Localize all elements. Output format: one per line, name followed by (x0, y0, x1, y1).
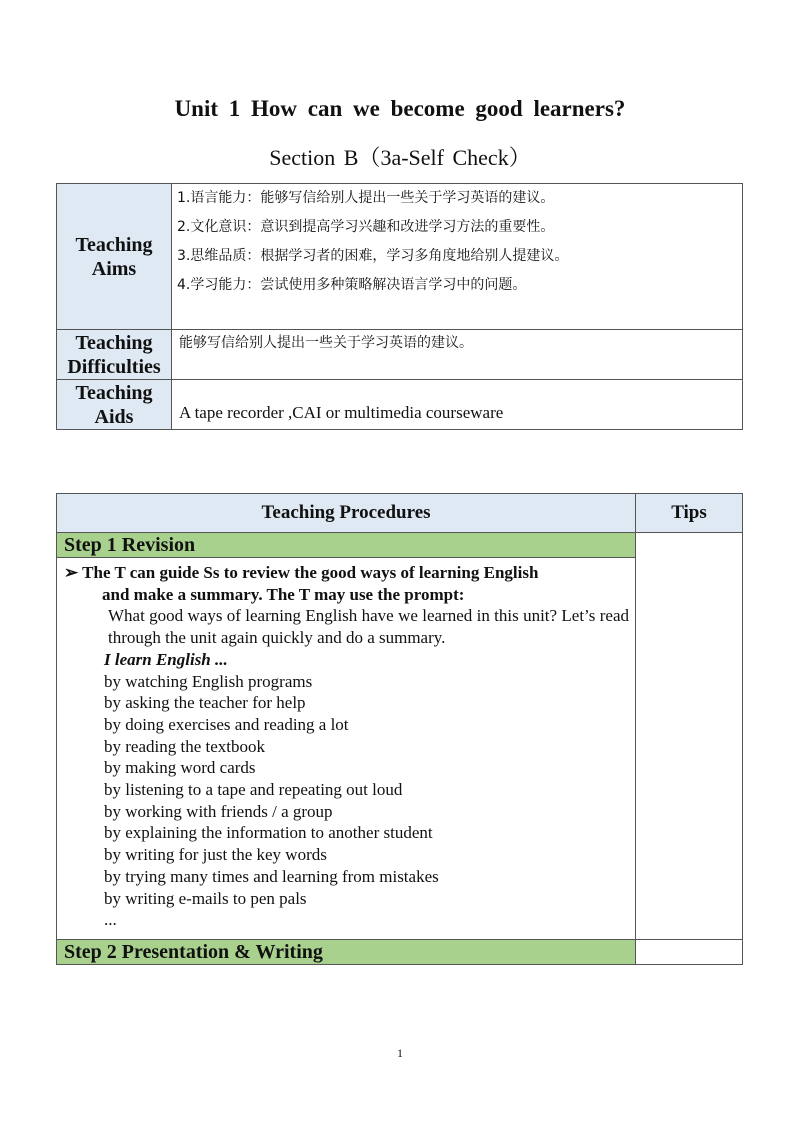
aims-row (57, 184, 743, 330)
step2-title: Step 2 Presentation & Writing (57, 939, 636, 964)
list-item: by explaining the information to another student (104, 823, 433, 843)
list-item: by working with friends / a group (104, 801, 333, 821)
step1-body (57, 558, 636, 940)
list-item: by writing for just the key words (104, 845, 327, 865)
aids-text: A tape recorder ,CAI or multimedia courseware (179, 403, 504, 422)
list-item: by listening to a tape and repeating out loud (104, 780, 403, 800)
tips-header: Tips (636, 494, 743, 533)
procedures-header-row (57, 494, 743, 533)
aims-cell (172, 184, 743, 330)
list-item: by doing exercises and reading a lot (104, 714, 349, 734)
step1-title: Step 1 Revision (57, 533, 636, 558)
step1-list-heading: I learn English ... (104, 649, 228, 669)
list-item: ... (104, 910, 117, 930)
difficulties-cell (172, 330, 743, 380)
difficulties-row (57, 330, 743, 380)
step2-title-row (57, 939, 743, 964)
list-item: by trying many times and learning from mistakes (104, 866, 439, 886)
aids-row (57, 380, 743, 430)
step1-title-row (57, 533, 743, 558)
step1-instruction-cont: and make a summary. The T may use the prompt: (102, 584, 465, 604)
list-item: by asking the teacher for help (104, 693, 306, 713)
info-table (56, 183, 743, 430)
page-title: Unit 1 How can we become good learners? (174, 96, 626, 121)
difficulties-label (57, 330, 172, 380)
tips-cell-step2 (636, 939, 743, 964)
difficulties-text: 能够写信给别人提出一些关于学习英语的建议。 (179, 335, 473, 351)
list-item: by watching English programs (104, 671, 313, 691)
aids-label (57, 380, 172, 430)
aids-cell (172, 380, 743, 430)
step1-instruction: ➢ The T can guide Ss to review the good ways of learning English (64, 563, 539, 582)
aim-item: 2.文化意识：意识到提高学习兴趣和改进学习方法的重要性。 (177, 219, 555, 235)
aim-item: 1.语言能力：能够写信给别人提出一些关于学习英语的建议。 (177, 190, 555, 206)
step1-prompt: What good ways of learning English have we learned in this unit? Let’s read through the unit again quickly and do a summary. (108, 606, 629, 648)
procedures-header: Teaching Procedures (57, 494, 636, 533)
aims-label-text: Teaching Aims (75, 233, 153, 280)
procedures-table (56, 493, 743, 965)
list-item: by writing e-mails to pen pals (104, 888, 307, 908)
page-subtitle: Section B（3a-Self Check） (269, 145, 531, 170)
list-item: by reading the textbook (104, 736, 265, 756)
aids-label-text: Teaching Aids (75, 381, 153, 428)
difficulties-label-text: Teaching Difficulties (67, 331, 161, 378)
tips-cell (636, 533, 743, 940)
page-number: 1 (397, 1046, 403, 1060)
list-item: by making word cards (104, 758, 256, 778)
aim-item: 3.思维品质：根据学习者的困难，学习多角度地给别人提建议。 (177, 248, 569, 264)
aim-item: 4.学习能力：尝试使用多种策略解决语言学习中的问题。 (177, 277, 527, 293)
